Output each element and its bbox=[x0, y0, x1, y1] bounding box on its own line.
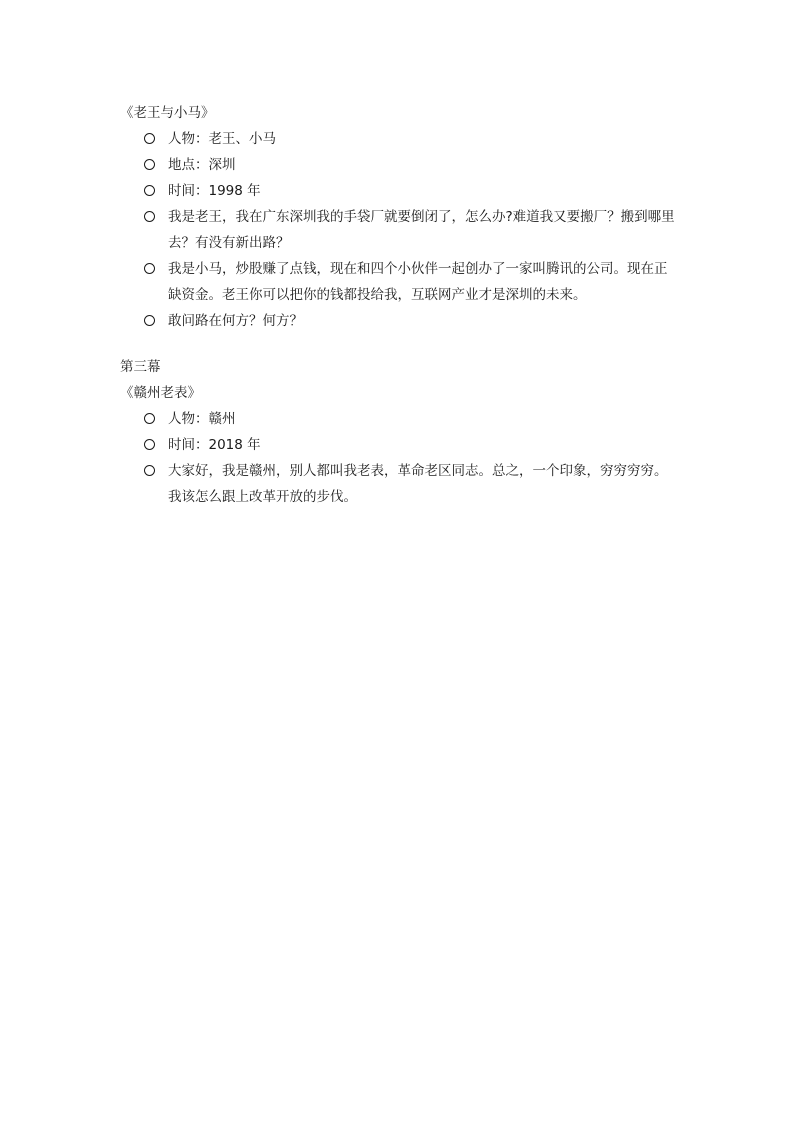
bullet-text-location: 地点：深圳 bbox=[168, 157, 236, 173]
hollow-circle-bullet-icon bbox=[144, 315, 155, 326]
scene-title-ganzhou-laobiao: 《赣州老表》 bbox=[120, 385, 201, 401]
bullet-item bbox=[120, 256, 680, 308]
scene-title-laowang-xiaoma: 《老王与小马》 bbox=[120, 105, 215, 121]
hollow-circle-bullet-icon bbox=[144, 185, 155, 196]
bullet-item bbox=[120, 308, 680, 334]
bullet-text-characters: 人物：赣州 bbox=[168, 411, 236, 427]
bullet-item bbox=[120, 458, 680, 510]
bullet-text-characters: 人物：老王、小马 bbox=[168, 131, 276, 147]
hollow-circle-bullet-icon bbox=[144, 159, 155, 170]
hollow-circle-bullet-icon bbox=[144, 133, 155, 144]
hollow-circle-bullet-icon bbox=[144, 413, 155, 424]
bullet-text-ganzhou-line: 大家好，我是赣州，别人都叫我老表，革命老区同志。总之，一个印象，穷穷穷穷。我该怎么跟上改革开放的步伐。 bbox=[168, 463, 668, 505]
bullet-item bbox=[120, 152, 680, 178]
bullet-item bbox=[120, 406, 680, 432]
bullet-text-question: 敢问路在何方？何方？ bbox=[168, 313, 303, 329]
hollow-circle-bullet-icon bbox=[144, 211, 155, 222]
bullet-item bbox=[120, 178, 680, 204]
bullet-text-laowang-line: 我是老王，我在广东深圳我的手袋厂就要倒闭了，怎么办?难道我又要搬厂？搬到哪里去？有没有新出路？ bbox=[168, 209, 675, 251]
scene2-bullet-list bbox=[120, 126, 680, 334]
bullet-item bbox=[120, 126, 680, 152]
act-three-label: 第三幕 bbox=[120, 359, 161, 375]
hollow-circle-bullet-icon bbox=[144, 465, 155, 476]
hollow-circle-bullet-icon bbox=[144, 263, 155, 274]
hollow-circle-bullet-icon bbox=[144, 439, 155, 450]
bullet-text-time: 时间：1998 年 bbox=[168, 183, 261, 199]
scene3-bullet-list bbox=[120, 406, 680, 510]
document-body bbox=[120, 100, 680, 510]
bullet-item bbox=[120, 432, 680, 458]
bullet-item bbox=[120, 204, 680, 256]
bullet-text-xiaoma-line: 我是小马，炒股赚了点钱，现在和四个小伙伴一起创办了一家叫腾讯的公司。现在正缺资金。老王你可以把你的钱都投给我，互联网产业才是深圳的未来。 bbox=[168, 261, 668, 303]
bullet-text-time: 时间：2018 年 bbox=[168, 437, 261, 453]
